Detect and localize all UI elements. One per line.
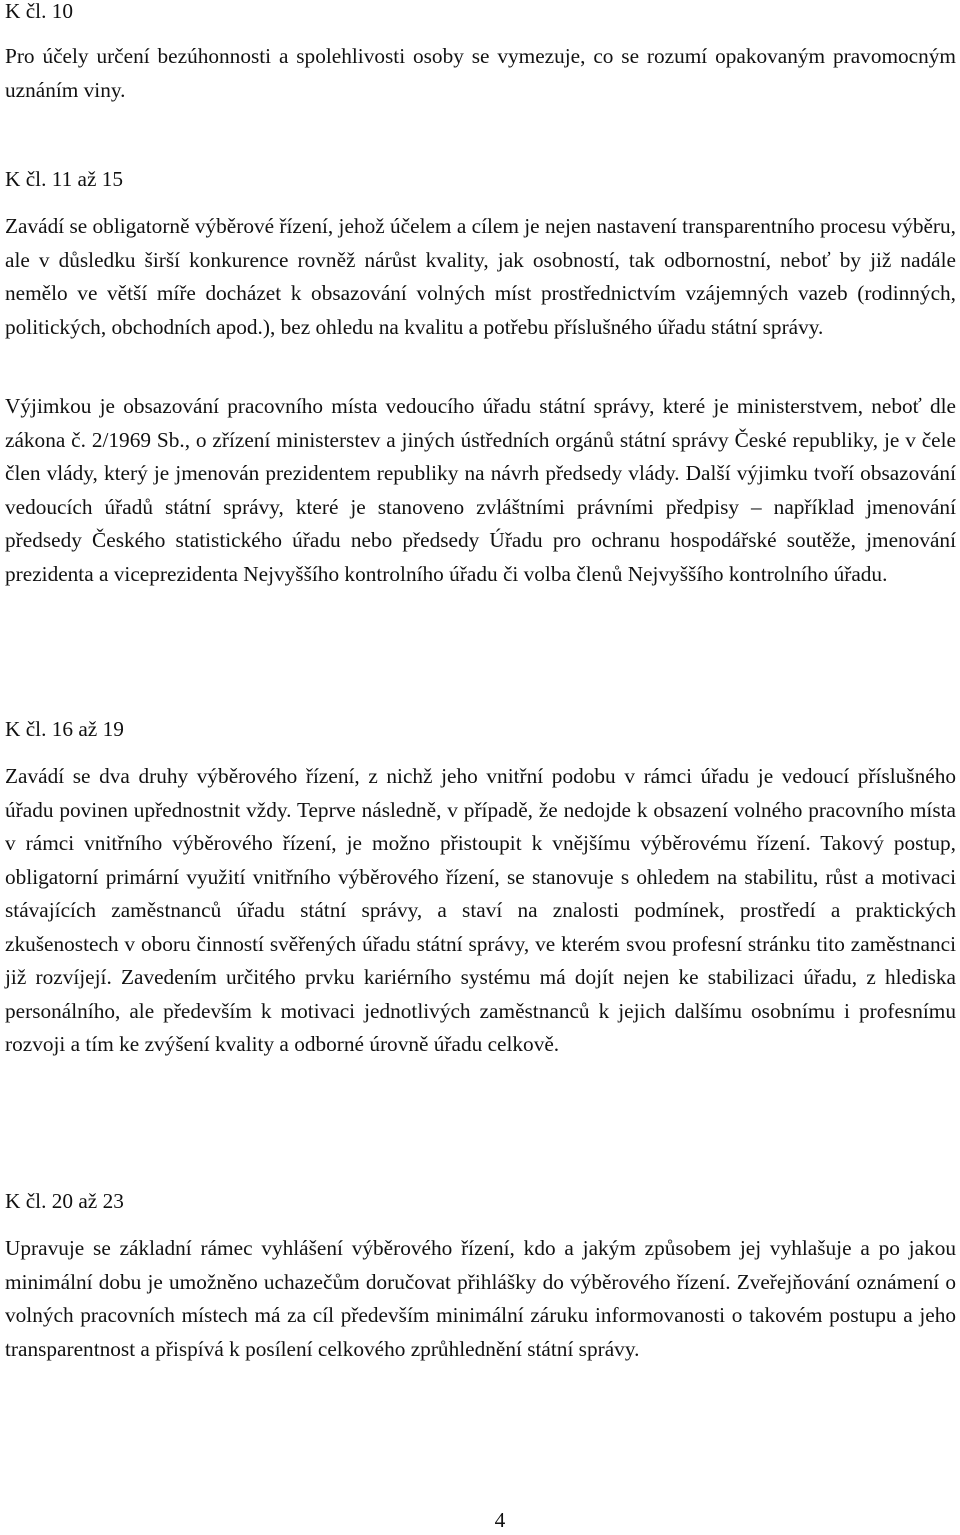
section-cl-11-15-paragraph-1: Zavádí se obligatorně výběrové řízení, jehož účelem a cílem je nejen nastavení transparentního procesu výběru, ale v důsledku širší konkurence rovněž nárůst kvality, jak osobností, tak odbornostní, neboť by již nadále nemělo ve větší míře docházet k obsazování volných míst prostřednictvím vzájemných vazeb (rodinných, politických, obchodních apod.), bez ohledu na kvalitu a potřebu příslušného úřadu státní správy.	[5, 214, 956, 339]
section-cl-11-15-paragraph-2: Výjimkou je obsazování pracovního místa vedoucího úřadu státní správy, které je ministerstvem, neboť dle zákona č. 2/1969 Sb., o zřízení ministerstev a jiných ústředních orgánů státní správy České republiky, je v čele člen vlády, který je jmenován prezidentem republiky na návrh předsedy vlády. Další výjimku tvoří obsazování vedoucích úřadů státní správy, které je stanoveno zvláštními právními předpisy – například jmenování předsedy Českého statistického úřadu nebo předsedy Úřadu pro ochranu hospodářské soutěže, jmenování prezidenta a viceprezidenta Nejvyššího kontrolního úřadu či volba členů Nejvyššího kontrolního úřadu.	[5, 394, 956, 586]
section-cl-20-23-paragraph-1: Upravuje se základní rámec vyhlášení výběrového řízení, kdo a jakým způsobem jej vyhlašuje a po jakou minimální dobu je umožněno uchazečům doručovat přihlášky do výběrového řízení. Zveřejňování oznámení o volných pracovních místech má za cíl především minimální záruku informovanosti o takovém postupu a jeho transparentnost a přispívá k posílení celkového zprůhlednění státní správy.	[5, 1236, 956, 1361]
section-heading-cl-11-15: K čl. 11 až 15	[5, 167, 124, 191]
page-number: 4	[494, 1508, 506, 1532]
section-heading-cl-20-23: K čl. 20 až 23	[5, 1189, 124, 1213]
document-page	[5, 0, 956, 1533]
section-heading-cl-16-19: K čl. 16 až 19	[5, 717, 124, 741]
section-cl-10-paragraph-1: Pro účely určení bezúhonnosti a spolehlivosti osoby se vymezuje, co se rozumí opakovaným pravomocným uznáním viny.	[5, 44, 956, 102]
section-heading-cl-10: K čl. 10	[5, 0, 74, 23]
section-cl-16-19-paragraph-1: Zavádí se dva druhy výběrového řízení, z nichž jeho vnitřní podobu v rámci úřadu je vedoucí příslušného úřadu povinen upřednostnit vždy. Teprve následně, v případě, že nedojde k obsazení volného pracovního místa v rámci vnitřního výběrového řízení, je možno přistoupit k vnějšímu výběrovému řízení. Takový postup, obligatorní primární využití vnitřního výběrového řízení, se stanovuje s ohledem na stabilitu, růst a motivaci stávajících zaměstnanců úřadu státní správy, a staví na znalosti podmínek, prostředí a praktických zkušenostech v oboru činností svěřených úřadu státní správy, ve kterém svou profesní stránku tito zaměstnanci již rozvíjejí. Zavedením určitého prvku kariérního systému má dojít nejen ke stabilizaci úřadu, z hlediska personálního, ale především k motivaci jednotlivých zaměstnanců k jejich dalšímu osobnímu i profesnímu rozvoji a tím ke zvýšení kvality a odborné úrovně úřadu celkově.	[5, 764, 956, 1056]
